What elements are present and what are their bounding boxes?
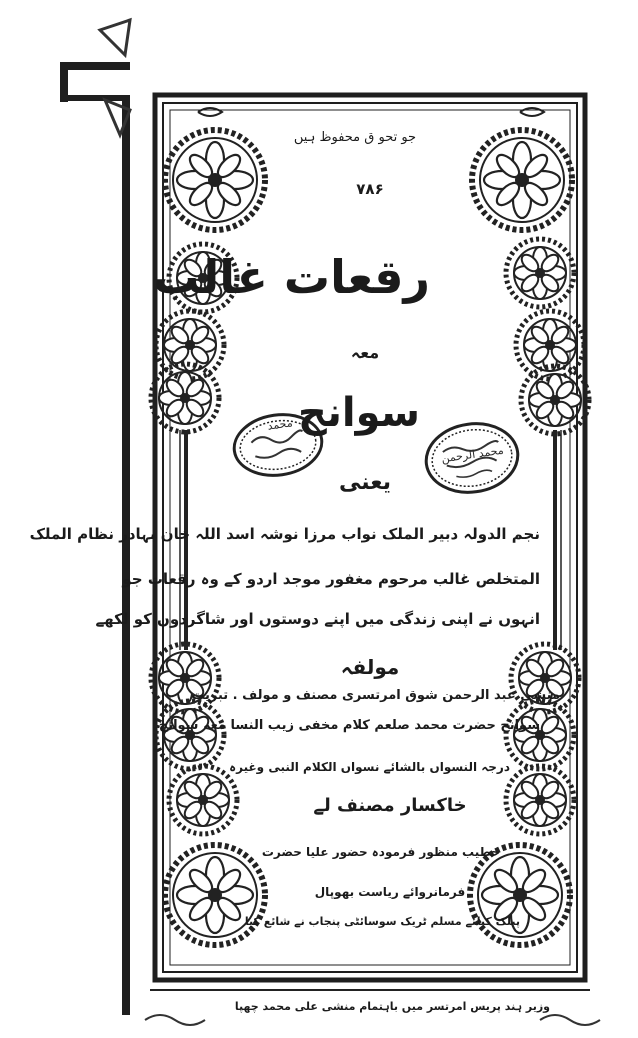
publisher-line: پبلک کیلئے مسلم ٹریک سوسائٹی پنجاب نے شائع کیا xyxy=(244,915,520,928)
khaksar-line: خاکسار مصنف لے xyxy=(313,795,467,816)
description-line: انہوں نے اپنی زندگی میں اپنے دوستوں اور شاگردوں کو لکھے xyxy=(95,610,540,628)
with-label: معہ xyxy=(350,343,380,362)
seal-right-text: محمد الرحمن xyxy=(440,443,505,466)
author-line: سوانح حضرت محمد صلعم کلام مخفی زیب النسا معہ سوانح xyxy=(158,718,540,733)
description-line: نجم الدولہ دبیر الملک نواب مرزا نوشہ اسد اللہ خان بہادر نظام الملک xyxy=(29,525,540,543)
yani-label: یعنی xyxy=(339,470,391,495)
state-line: فرمانروائے ریاست بھوپال xyxy=(314,885,466,899)
author-line: درجہ النسواں بالشائے نسواں الکلام النبی وغیرہ xyxy=(229,760,510,774)
printer-line: وزیر ہند پریس امرتسر میں باہتمام منشی علی محمد چھپا xyxy=(234,1000,550,1013)
author-label: مولفہ xyxy=(340,655,400,679)
description-line: المتخلص غالب مرحوم مغفور موجد اردو کے وہ رقعات جو xyxy=(122,570,540,588)
book-title: رقعات غالب xyxy=(153,250,430,304)
number-786: ۷۸۶ xyxy=(356,180,384,198)
author-line: منشی عبد الرحمن شوق امرتسری مصنف و مولف . تبریت xyxy=(191,688,560,703)
seal-left-text: محمد xyxy=(266,416,294,433)
sawanih-heading: سوانح xyxy=(298,390,420,436)
copyright-note: جو تحو ق محفوظ ہیں xyxy=(293,130,417,145)
khitab-line: خطیب منظور فرمودہ حضور علیا حضرت xyxy=(261,845,500,859)
